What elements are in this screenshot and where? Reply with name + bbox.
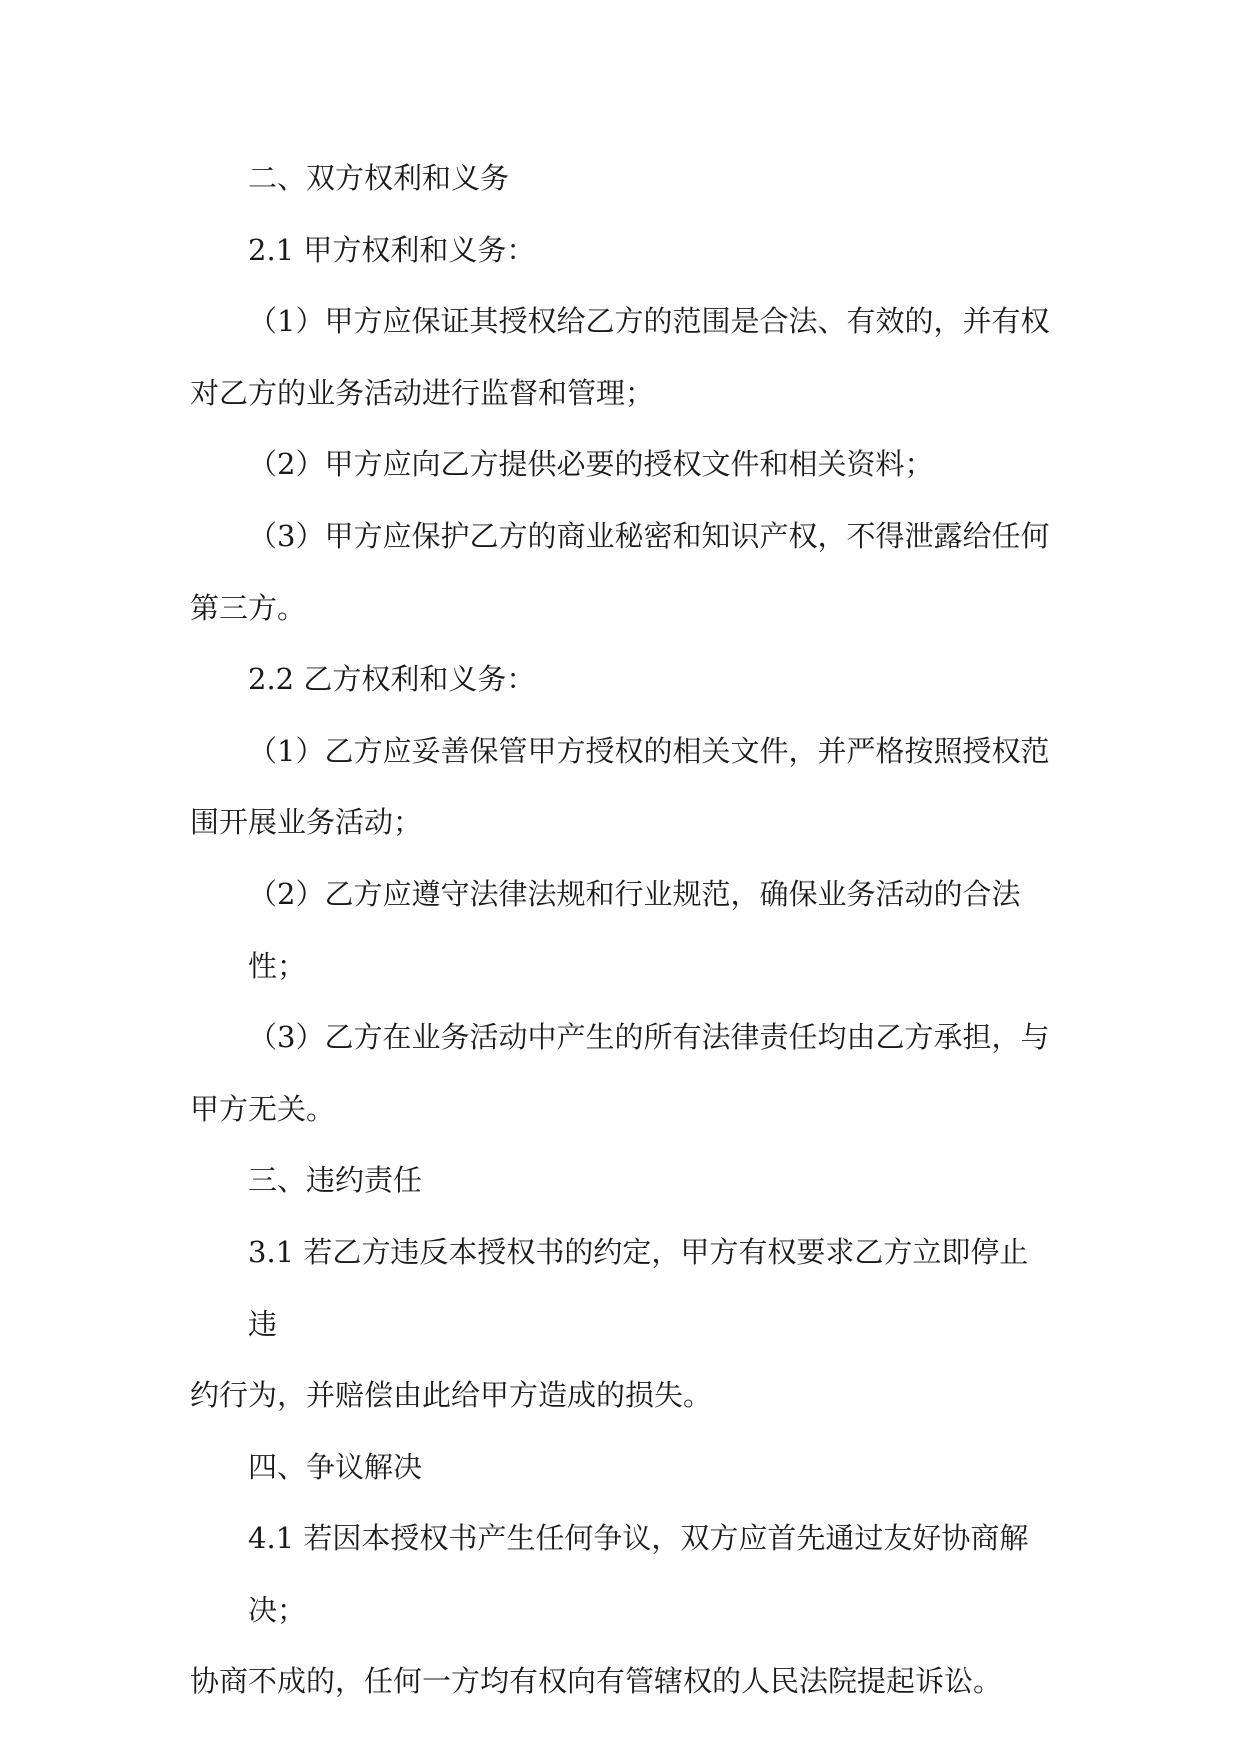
- document-body: [190, 143, 1056, 1718]
- item-line: 对乙方的业务活动进行监督和管理；: [190, 375, 655, 410]
- item-line: 围开展业务活动；: [190, 805, 423, 840]
- clause-text: 3.1 若乙方违反本授权书的约定，甲方有权要求乙方立即停止违: [248, 1234, 1029, 1341]
- section-heading: 三、违约责任: [248, 1163, 423, 1198]
- clause-3-1: [190, 1217, 1056, 1432]
- clause-text: 2.1 甲方权利和义务：: [248, 232, 536, 267]
- item-line: （1）甲方应保证其授权给乙方的范围是合法、有效的，并有权: [248, 304, 1050, 339]
- item-line: 第三方。: [190, 590, 307, 625]
- party-a-item-3: [190, 501, 1056, 644]
- clause-text: 4.1 若因本授权书产生任何争议，双方应首先通过友好协商解决；: [248, 1521, 1029, 1627]
- party-b-item-3: [190, 1002, 1056, 1145]
- clause-4-1: [190, 1503, 1056, 1718]
- section-heading: 四、争议解决: [248, 1449, 423, 1484]
- item-line: （2）甲方应向乙方提供必要的授权文件和相关资料；: [248, 447, 934, 482]
- item-line: （2）乙方应遵守法律法规和行业规范，确保业务活动的合法性；: [248, 876, 1021, 983]
- clause-2-2: [190, 644, 1056, 716]
- item-line: 甲方无关。: [190, 1091, 336, 1126]
- item-line: （1）乙方应妥善保管甲方授权的相关文件，并严格按照授权范: [248, 733, 1050, 768]
- section-dispute-resolution: [190, 1432, 1056, 1718]
- item-line: （3）甲方应保护乙方的商业秘密和知识产权，不得泄露给任何: [248, 518, 1050, 553]
- section-rights-obligations: [190, 143, 1056, 1145]
- clause-text: 协商不成的，任何一方均有权向有管辖权的人民法院提起诉讼。: [190, 1664, 1003, 1699]
- item-line: （3）乙方在业务活动中产生的所有法律责任均由乙方承担，与: [248, 1020, 1050, 1055]
- clause-text: 2.2 乙方权利和义务：: [248, 662, 536, 697]
- section-breach-liability: [190, 1145, 1056, 1431]
- clause-text: 约行为，并赔偿由此给甲方造成的损失。: [190, 1378, 713, 1413]
- party-b-item-2: [190, 859, 1056, 1002]
- section-heading: 二、双方权利和义务: [248, 161, 510, 195]
- party-b-item-1: [190, 716, 1056, 859]
- clause-2-1: [190, 215, 1056, 287]
- party-a-item-2: [190, 429, 1056, 501]
- party-a-item-1: [190, 286, 1056, 429]
